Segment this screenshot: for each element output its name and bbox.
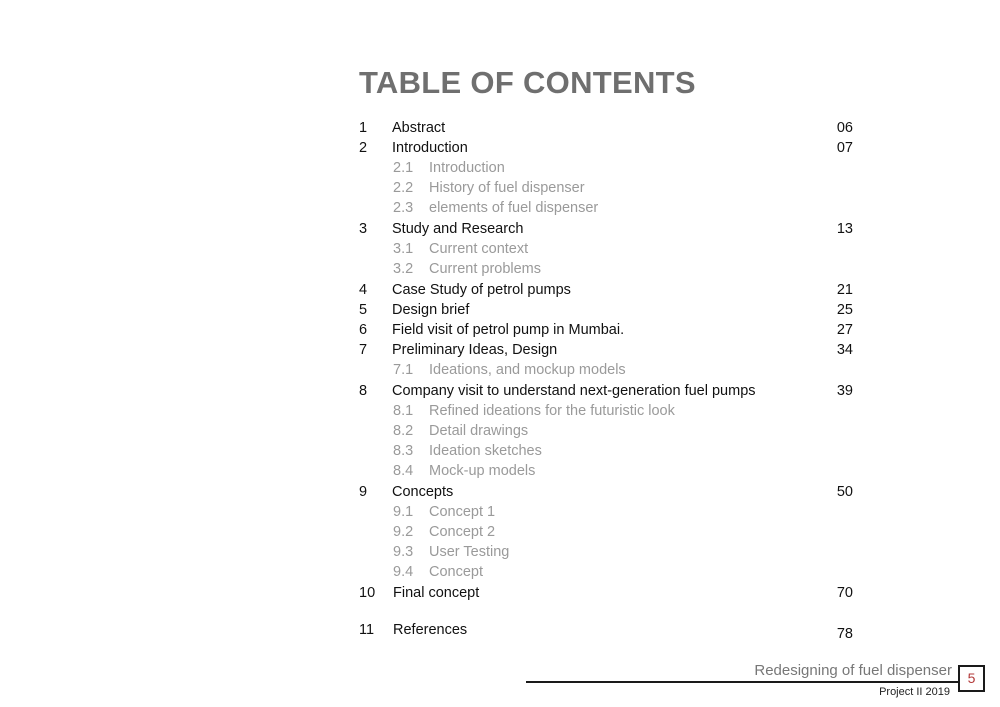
toc-entry-page: 27	[836, 322, 853, 338]
toc-entry-number: 10	[359, 585, 376, 601]
toc-entry-page: 21	[836, 282, 853, 298]
toc-entry-page: 70	[836, 585, 853, 601]
toc-subentry-number: 3.2	[393, 261, 414, 277]
toc-subentry-label: Current context	[429, 241, 529, 257]
toc-entry-label: Study and Research	[392, 221, 524, 237]
toc-subentry-number: 7.1	[393, 362, 414, 378]
toc-subentry-2-1	[359, 158, 853, 178]
toc-entry-label: Preliminary Ideas, Design	[392, 342, 558, 358]
toc-entry-8	[359, 381, 853, 401]
toc-entry-number: 3	[359, 221, 368, 237]
toc-subentry-label: Concept 2	[429, 524, 496, 540]
toc-entry-page: 50	[836, 484, 853, 500]
toc-entry-number: 8	[359, 383, 368, 399]
toc-entry-label: Company visit to understand next-generation fuel pumps	[392, 383, 756, 399]
toc-subentry-number: 9.3	[393, 544, 414, 560]
toc-entry-page: 78	[836, 626, 853, 642]
toc-entry-number: 7	[359, 342, 368, 358]
toc-entry-number: 6	[359, 322, 368, 338]
toc-subentry-label: Refined ideations for the futuristic look	[429, 403, 675, 419]
toc-subentry-9-1	[359, 502, 853, 522]
toc-entry-page: 25	[836, 302, 853, 318]
toc-subentry-number: 8.4	[393, 463, 414, 479]
toc-subentry-label: User Testing	[429, 544, 510, 560]
toc-entry-label: Design brief	[392, 302, 470, 318]
page-title: TABLE OF CONTENTS	[359, 65, 696, 100]
toc-subentry-number: 9.1	[393, 504, 414, 520]
toc-subentry-8-3	[359, 441, 853, 461]
toc-entry-label: References	[393, 622, 468, 638]
toc-entry-number: 9	[359, 484, 368, 500]
toc-subentry-number: 2.1	[393, 160, 414, 176]
toc-subentry-3-1	[359, 239, 853, 259]
toc-entry-page: 07	[836, 140, 853, 156]
toc-subentry-label: History of fuel dispenser	[429, 180, 585, 196]
toc-entry-number: 1	[359, 120, 368, 136]
toc-entry-5	[359, 300, 853, 320]
footer-document-title: Redesigning of fuel dispenser	[754, 662, 952, 679]
toc-subentry-label: Concept 1	[429, 504, 496, 520]
toc-entry-7	[359, 340, 853, 360]
toc-entry-page: 06	[836, 120, 853, 136]
toc-entry-1	[359, 118, 853, 138]
toc-entry-2	[359, 138, 853, 158]
toc-subentry-label: Introduction	[429, 160, 505, 176]
toc-entry-label: Case Study of petrol pumps	[392, 282, 571, 298]
toc-subentry-label: Current problems	[429, 261, 542, 277]
toc-subentry-label: elements of fuel dispenser	[429, 200, 599, 216]
toc-entry-10	[359, 583, 853, 603]
toc-entry-6	[359, 320, 853, 340]
toc-subentry-number: 8.1	[393, 403, 414, 419]
toc-entry-label: Concepts	[392, 484, 454, 500]
toc-subentry-label: Concept	[429, 564, 484, 580]
toc-entry-label: Final concept	[393, 585, 480, 601]
toc-subentry-number: 9.2	[393, 524, 414, 540]
toc-subentry-number: 2.3	[393, 200, 414, 216]
toc-entry-page: 34	[836, 342, 853, 358]
toc-subentry-3-2	[359, 259, 853, 279]
toc-subentry-number: 8.3	[393, 443, 414, 459]
toc-entry-page: 13	[836, 221, 853, 237]
toc-subentry-label: Detail drawings	[429, 423, 529, 439]
toc-subentry-9-3	[359, 542, 853, 562]
footer-divider	[526, 681, 958, 683]
toc-entry-number: 5	[359, 302, 368, 318]
toc-entry-11	[359, 620, 853, 640]
toc-subentry-8-4	[359, 461, 853, 481]
toc-entry-number: 2	[359, 140, 368, 156]
toc-subentry-2-3	[359, 198, 853, 218]
footer-project-label: Project II 2019	[879, 686, 950, 698]
toc-subentry-8-2	[359, 421, 853, 441]
toc-entry-number: 4	[359, 282, 368, 298]
toc-entry-label: Abstract	[392, 120, 446, 136]
toc-subentry-label: Mock-up models	[429, 463, 536, 479]
toc-entry-number: 11	[359, 622, 375, 638]
toc-entry-page: 39	[836, 383, 853, 399]
toc-subentry-9-4	[359, 562, 853, 582]
toc-subentry-9-2	[359, 522, 853, 542]
toc-entry-3	[359, 219, 853, 239]
toc-entry-label: Field visit of petrol pump in Mumbai.	[392, 322, 625, 338]
toc-subentry-number: 2.2	[393, 180, 414, 196]
toc-subentry-7-1	[359, 360, 853, 380]
toc-entry-9	[359, 482, 853, 502]
toc-subentry-8-1	[359, 401, 853, 421]
toc-subentry-number: 9.4	[393, 564, 414, 580]
toc-entry-4	[359, 280, 853, 300]
page-number-box: 5	[958, 665, 985, 692]
toc-subentry-number: 8.2	[393, 423, 414, 439]
toc-entry-label: Introduction	[392, 140, 468, 156]
toc-subentry-label: Ideations, and mockup models	[429, 362, 626, 378]
toc-subentry-2-2	[359, 178, 853, 198]
toc-subentry-number: 3.1	[393, 241, 414, 257]
toc-subentry-label: Ideation sketches	[429, 443, 542, 459]
